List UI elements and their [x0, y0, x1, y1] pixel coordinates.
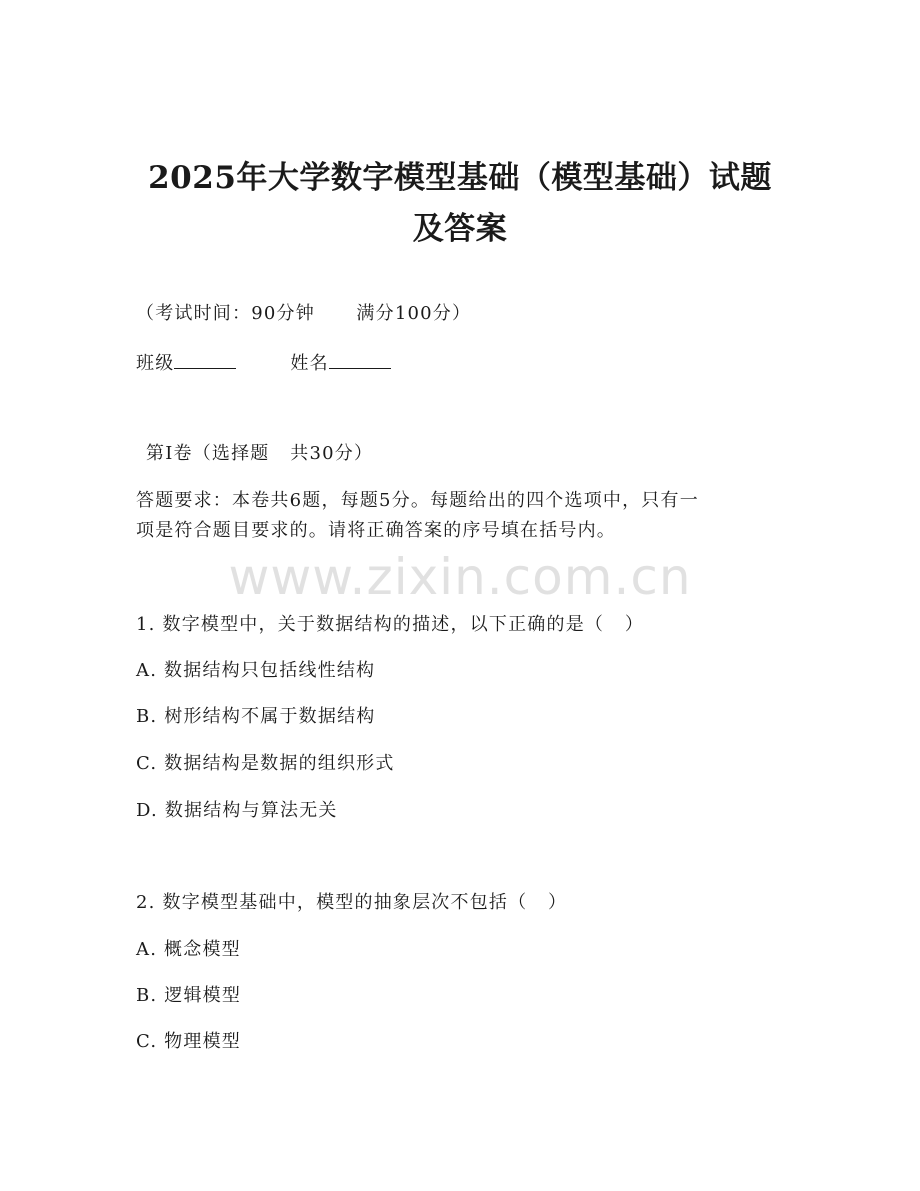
question-1-stem: 1. 数字模型中，关于数据结构的描述，以下正确的是（ ） [136, 614, 645, 635]
document-title-line-1: 2025年大学数字模型基础（模型基础）试题 [148, 160, 772, 196]
document-title-line-2: 及答案 [412, 211, 508, 247]
question-1-option-b: B. 树形结构不属于数据结构 [136, 706, 376, 727]
watermark: www.zixin.com.cn [228, 548, 692, 606]
instructions-line-2: 项是符合题目要求的。请将正确答案的序号填在括号内。 [136, 520, 616, 541]
question-1-option-a: A. 数据结构只包括线性结构 [136, 660, 376, 681]
exam-info: （考试时间：90分钟 满分100分） [136, 303, 472, 324]
question-2-stem: 2. 数字模型基础中，模型的抽象层次不包括（ ） [136, 892, 568, 913]
section-title: 第I卷（选择题 共30分） [146, 443, 374, 464]
class-label: 班级 [136, 353, 175, 374]
question-1-option-c: C. 数据结构是数据的组织形式 [136, 753, 395, 774]
instructions-line-1: 答题要求：本卷共6题，每题5分。每题给出的四个选项中，只有一 [136, 490, 699, 511]
class-name-row [136, 350, 391, 377]
question-2-option-a: A. 概念模型 [136, 939, 241, 960]
question-2-option-b: B. 逻辑模型 [136, 985, 242, 1006]
name-label: 姓名 [290, 353, 329, 374]
name-blank [329, 350, 391, 369]
class-blank [174, 350, 236, 369]
question-1-option-d: D. 数据结构与算法无关 [136, 800, 338, 821]
question-2-option-c: C. 物理模型 [136, 1031, 241, 1052]
